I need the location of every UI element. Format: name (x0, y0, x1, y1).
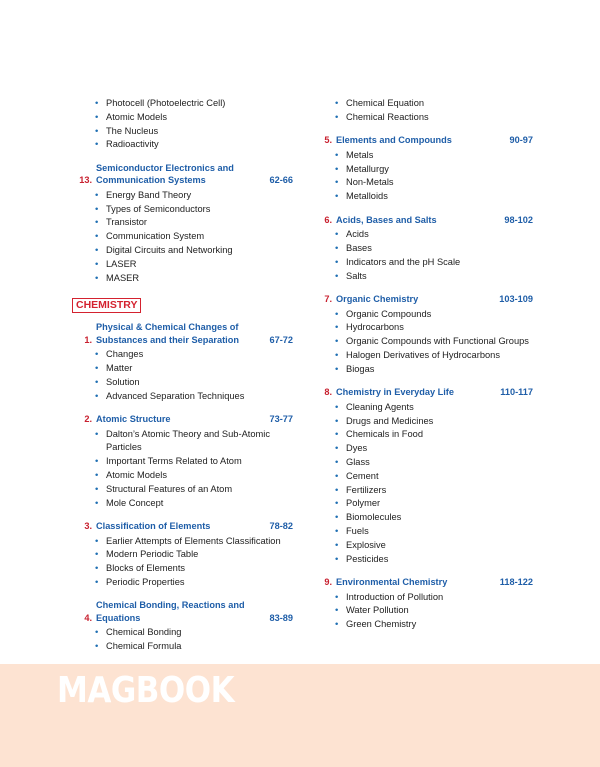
chapter-heading[interactable] (78, 162, 293, 187)
topic-list (318, 401, 533, 566)
chapter-2 (78, 413, 293, 510)
topic-list (78, 428, 293, 510)
topic-item: • Organic Compounds (318, 308, 533, 322)
topic-item: • Biomolecules (318, 511, 533, 525)
topic-item: • Chemicals in Food (318, 428, 533, 442)
topic-item: • Dyes (318, 442, 533, 456)
topic-item: • Changes (78, 348, 293, 362)
topic-item: • Non-Metals (318, 176, 533, 190)
chapter-pages: 62-66 (269, 175, 293, 186)
chapter-number: 13. (79, 175, 92, 186)
topic-item: • Indicators and the pH Scale (318, 256, 533, 270)
topic-item: • Photocell (Photoelectric Cell) (78, 97, 293, 111)
topic-item: • Cement (318, 470, 533, 484)
toc-right-column (318, 97, 533, 632)
chapter-7 (318, 293, 533, 376)
topic-list (318, 308, 533, 377)
topic-item: • Atomic Models (78, 111, 293, 125)
chapter-title: Environmental Chemistry (336, 577, 448, 588)
chapter-title: Elements and Compounds (336, 135, 452, 146)
topic-item: • Bases (318, 242, 533, 256)
chapter-number: 7. (324, 294, 332, 305)
topic-list (78, 189, 293, 285)
chapter-number: 1. (84, 334, 92, 345)
topic-list (318, 591, 533, 632)
chapter-title: Atomic Structure (96, 414, 171, 425)
chapter-1 (78, 321, 293, 403)
chapter-5 (318, 134, 533, 203)
chapter-pages: 98-102 (504, 214, 533, 225)
chapter-heading[interactable] (78, 413, 293, 426)
topic-item: • Transistor (78, 216, 293, 230)
topic-item: • Metals (318, 149, 533, 163)
topic-item: • Water Pollution (318, 604, 533, 618)
chapter-13 (78, 162, 293, 285)
chapter-number: 9. (324, 577, 332, 588)
topic-item: • Chemical Reactions (318, 111, 533, 125)
chapter-8 (318, 386, 533, 566)
topic-item: • Types of Semiconductors (78, 203, 293, 217)
chapter-pages: 73-77 (269, 414, 293, 425)
chapter-title: Physical & Chemical Changes of Substances and their Separation (96, 322, 239, 345)
chapter-heading[interactable] (78, 520, 293, 533)
topic-item: • Periodic Properties (78, 576, 293, 590)
topic-item: • Introduction of Pollution (318, 591, 533, 605)
chapter-9 (318, 576, 533, 632)
topic-item: • Glass (318, 456, 533, 470)
chapter-title: Acids, Bases and Salts (336, 214, 437, 225)
topic-item: • Chemical Formula (78, 640, 293, 654)
topic-list (78, 535, 293, 590)
chapter-heading[interactable] (318, 214, 533, 227)
topic-list (318, 228, 533, 283)
topic-item: • Digital Circuits and Networking (78, 244, 293, 258)
topic-item: • Pesticides (318, 553, 533, 567)
chapter-title: Chemistry in Everyday Life (336, 387, 454, 398)
topic-list (78, 348, 293, 403)
chapter-pages: 67-72 (269, 334, 293, 345)
topic-item: • Chemical Bonding (78, 626, 293, 640)
topic-item: • Solution (78, 376, 293, 390)
chapter-heading[interactable] (78, 599, 293, 624)
topic-item: • Salts (318, 270, 533, 284)
topic-item: • Halogen Derivatives of Hydrocarbons (318, 349, 533, 363)
chapter-pages: 90-97 (509, 135, 533, 146)
chapter-title: Classification of Elements (96, 521, 211, 532)
topic-item: • Matter (78, 362, 293, 376)
topic-item: • Drugs and Medicines (318, 415, 533, 429)
topic-item: • Advanced Separation Techniques (78, 390, 293, 404)
topic-item: • Atomic Models (78, 469, 293, 483)
chapter-title: Chemical Bonding, Reactions and Equations (96, 600, 245, 623)
topic-item: • Dalton’s Atomic Theory and Sub-Atomic Particles (78, 428, 293, 455)
chapter-pages: 103-109 (499, 294, 533, 305)
topic-list (318, 149, 533, 204)
chapter-heading[interactable] (78, 321, 293, 346)
topic-item: • Earlier Attempts of Elements Classification (78, 535, 293, 549)
topic-item: • Important Terms Related to Atom (78, 455, 293, 469)
chapter-title: Organic Chemistry (336, 294, 419, 305)
topic-item: • Green Chemistry (318, 618, 533, 632)
topic-item: • Cleaning Agents (318, 401, 533, 415)
topic-item: • MASER (78, 272, 293, 286)
topic-item: • Biogas (318, 363, 533, 377)
chapter-number: 5. (324, 135, 332, 146)
chapter-4 (78, 599, 293, 653)
topic-item: • Organic Compounds with Functional Groups (318, 335, 533, 349)
chapter-number: 4. (84, 612, 92, 623)
topic-item: • Metalloids (318, 190, 533, 204)
chapter-number: 2. (84, 414, 92, 425)
chapter-number: 6. (324, 214, 332, 225)
chapter-pages: 78-82 (269, 521, 293, 532)
topic-item: • Blocks of Elements (78, 562, 293, 576)
topic-item: • Mole Concept (78, 497, 293, 511)
chapter-heading[interactable] (318, 134, 533, 147)
chapter-6 (318, 214, 533, 283)
topic-item: • Explosive (318, 539, 533, 553)
continued-topic-list (78, 97, 293, 152)
topic-item: • Communication System (78, 230, 293, 244)
chapter-number: 8. (324, 387, 332, 398)
section-label-chemistry: CHEMISTRY (72, 298, 141, 313)
topic-item: • Fertilizers (318, 484, 533, 498)
chapter-pages: 118-122 (499, 577, 533, 588)
chapter-number: 3. (84, 521, 92, 532)
topic-item: • Acids (318, 228, 533, 242)
chapter-heading[interactable] (318, 576, 533, 589)
topic-item: • Polymer (318, 497, 533, 511)
continued-topic-list (318, 97, 533, 124)
toc-left-column (78, 97, 293, 654)
brand-logo-magbook: MAGBOOK (57, 670, 235, 712)
chapter-3 (78, 520, 293, 589)
topic-item: • The Nucleus (78, 125, 293, 139)
topic-item: • Structural Features of an Atom (78, 483, 293, 497)
chapter-heading[interactable] (318, 293, 533, 306)
topic-item: • LASER (78, 258, 293, 272)
topic-item: • Energy Band Theory (78, 189, 293, 203)
topic-item: • Radioactivity (78, 138, 293, 152)
topic-item: • Metallurgy (318, 163, 533, 177)
topic-list (78, 626, 293, 653)
topic-item: • Modern Periodic Table (78, 548, 293, 562)
topic-item: • Chemical Equation (318, 97, 533, 111)
topic-item: • Hydrocarbons (318, 321, 533, 335)
topic-item: • Fuels (318, 525, 533, 539)
chapter-heading[interactable] (318, 386, 533, 399)
chapter-title: Semiconductor Electronics and Communication Systems (96, 162, 234, 186)
chapter-pages: 83-89 (269, 612, 293, 623)
chapter-pages: 110-117 (500, 387, 533, 398)
